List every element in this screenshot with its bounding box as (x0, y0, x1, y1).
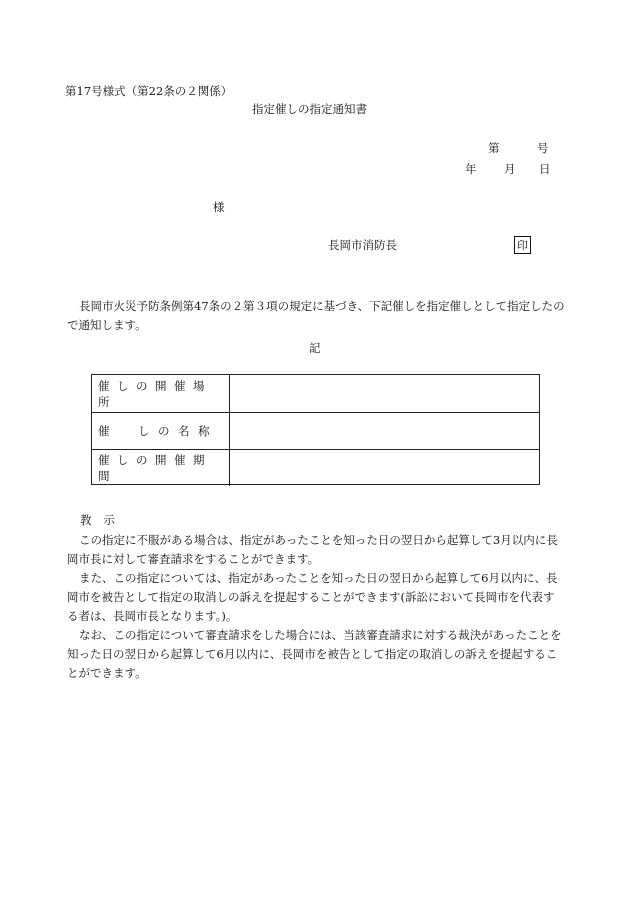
notice-heading: 教示 (80, 513, 127, 527)
venue-label: 催しの開催場所 (92, 375, 230, 412)
date-month-label: 月 (504, 162, 516, 176)
event-name-value (230, 413, 539, 449)
venue-value (230, 375, 539, 412)
seal-mark: 印 (514, 236, 531, 254)
document-title: 指定催しの指定通知書 (252, 102, 367, 116)
period-value (230, 450, 539, 486)
date-day-label: 日 (539, 162, 551, 176)
form-number: 第17号様式（第22条の２関係） (65, 84, 233, 98)
notice-paragraph-2: また、この指定については、指定があったことを知った日の翌日から起算して6月以内に、長岡市を被告として指定の取消しの訴えを提起することができます(訴訟において長岡市を代表する者は、長岡市長となります。)。 (67, 571, 558, 623)
event-details-table (91, 374, 540, 485)
table-row (92, 412, 539, 449)
period-label: 催しの開催期間 (92, 450, 230, 486)
event-name-label: 催 しの名称 (92, 413, 230, 449)
notice-section (67, 531, 565, 683)
table-row (92, 449, 539, 486)
number-suffix: 号 (537, 141, 549, 155)
date-year-label: 年 (465, 162, 477, 176)
ki-heading: 記 (309, 341, 321, 355)
body-paragraph: 長岡市火災予防条例第47条の２第３項の規定に基づき、下記催しを指定催しとして指定したので通知します。 (67, 299, 565, 332)
number-label: 第 (488, 141, 500, 155)
sender-title: 長岡市消防長 (328, 238, 397, 252)
addressee-suffix: 様 (213, 200, 225, 214)
notice-paragraph-3: なお、この指定について審査請求をした場合には、当該審査請求に対する裁決があったことを知った日の翌日から起算して6月以内に、長岡市を被告として指定の取消しの訴えを提起することができます。 (67, 628, 562, 680)
table-row (92, 375, 539, 412)
notice-paragraph-1: この指定に不服がある場合は、指定があったことを知った日の翌日から起算して3月以内に長岡市長に対して審査請求をすることができます。 (67, 533, 558, 566)
